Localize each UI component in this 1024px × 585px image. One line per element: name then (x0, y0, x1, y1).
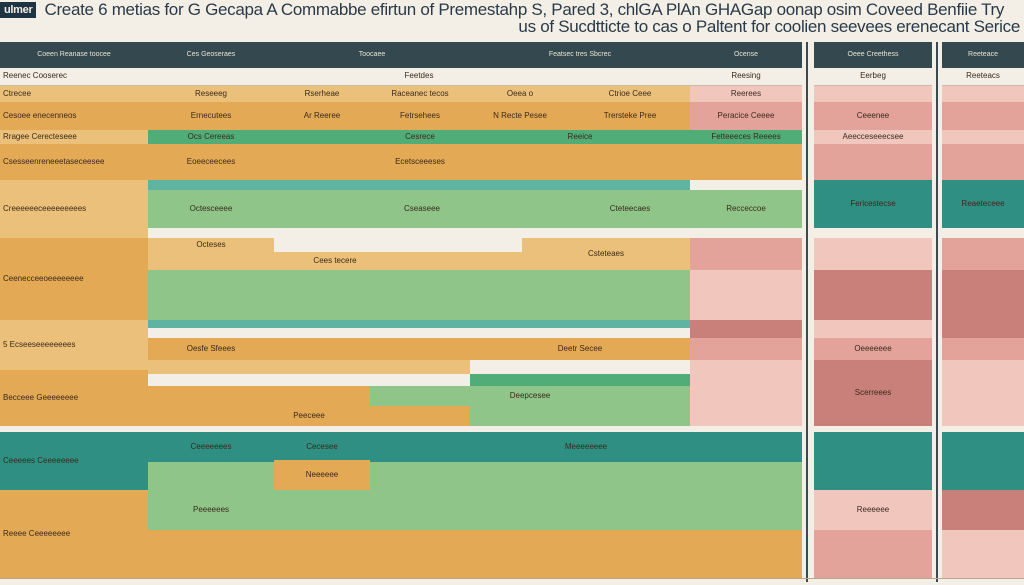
cell-r10v (942, 530, 1024, 578)
cell-r4z (570, 144, 690, 180)
cell-r2c: Fetrsehees (370, 102, 470, 130)
cell-r2e: Trersteke Pree (570, 102, 690, 130)
band-r7-top (148, 320, 690, 328)
col-header-2: Ces Geoseraes (148, 42, 274, 68)
row-label-5: Creeeeeeceeeeeeeees (0, 180, 148, 238)
cell-r7c (370, 338, 470, 360)
cell-r10b: Reeeeee (814, 490, 932, 530)
cell-r8x (148, 360, 470, 374)
cell-r1h (942, 86, 1024, 102)
cell-r10x (274, 490, 802, 530)
cell-r8z (148, 386, 370, 406)
cell-r6k (814, 270, 932, 320)
cell-r5e: Fericestecse (814, 180, 932, 228)
cell-r1a: Reseeeg (148, 86, 274, 102)
cell-r3a: Ocs Cereeas (148, 130, 274, 144)
col-header-7: Reeteace (942, 42, 1024, 68)
title-line-2: us of Sucdtticte to cas o Paltent for coolien seevees erenecant Serice (518, 17, 1020, 36)
cell-r6b: Cees tecere (148, 252, 522, 270)
cell-r1f: Reerees (690, 86, 802, 102)
subheader-right-3: Reeteacs (942, 68, 1024, 86)
cell-r4v (814, 144, 932, 180)
cell-r5b: Cseaseee (274, 190, 570, 228)
cell-r7x (690, 320, 802, 338)
cell-r2d: N Recte Pesee (470, 102, 570, 130)
row-label-6: Ceenecceeoeeeeeeee (0, 238, 148, 320)
band-r5-top (148, 180, 690, 190)
bottom-rule (0, 578, 1024, 579)
cell-r4w (690, 144, 802, 180)
cell-r7z (942, 320, 1024, 338)
cell-r6h (274, 270, 522, 320)
cell-r3c: Reeice (470, 130, 690, 144)
subheader-right-2: Eerbeg (814, 68, 932, 86)
cell-r10w (814, 530, 932, 578)
cell-r2g: Ceeenee (814, 102, 932, 130)
cell-r6d (690, 238, 802, 270)
cell-r7e (690, 338, 802, 360)
cell-r1e: Ctrioe Ceee (570, 86, 690, 102)
col-header-1: Coeen Reanase toocee (0, 42, 148, 68)
col-header-5: Ocense (690, 42, 802, 68)
cell-r6e (814, 238, 932, 270)
cell-r6j (690, 270, 802, 320)
cell-r2f: Peracice Ceeee (690, 102, 802, 130)
row-label-9: Ceeeees Ceeeeeeee (0, 432, 148, 490)
cell-r9y (370, 462, 802, 490)
cell-r6c: Csteteaes (522, 238, 690, 270)
cell-r9c: Meeeeeeee (370, 432, 802, 462)
cell-r9z (814, 432, 932, 490)
cell-r8b: Peeceee (148, 406, 470, 426)
cell-r3x (274, 130, 370, 144)
cell-r8a: Deepcesee (370, 386, 690, 406)
title-text-1: Create 6 metias for G Gecapa A Commabbe efirtun of Premestahp S, Pared 3, chlGA PlAn GHAGap oonap osim Coveed Benfiie Try (44, 0, 1005, 19)
cell-r1c: Raceanec tecos (370, 86, 470, 102)
cell-r6g (148, 270, 274, 320)
cell-r9a: Ceeeeeees (148, 432, 274, 462)
cell-r10a: Peeeeees (148, 490, 274, 530)
row-label-3: Rragee Cerecteseee (0, 130, 148, 144)
col-header-3: Toocaee (274, 42, 470, 68)
cell-r6l (942, 270, 1024, 320)
subheader-mid: Feetdes (148, 68, 690, 86)
cell-r2h (942, 102, 1024, 130)
logo: ulmer (0, 2, 36, 18)
cell-r7g (942, 338, 1024, 360)
cell-r3b: Cesrece (370, 130, 470, 144)
cell-r6a: Octeses (148, 238, 274, 252)
cell-r5d: Recceccoe (690, 190, 802, 228)
cell-r8w (470, 406, 690, 426)
row-label-8: Becceee Geeeeeeee (0, 370, 148, 426)
cell-r9w (942, 432, 1024, 490)
cell-r5f: Reaeteceee (942, 180, 1024, 228)
separator-2 (936, 42, 938, 582)
cell-r9d: Neeeeee (274, 460, 370, 490)
row-label-7: 5 Ecseeseeeeeeees (0, 320, 148, 370)
col-header-6: Oeee Creethess (814, 42, 932, 68)
cell-r7f: Oeeeeeee (814, 338, 932, 360)
cell-r8v (690, 360, 802, 426)
cell-r6f (942, 238, 1024, 270)
cell-r4x (274, 144, 370, 180)
cell-r3f (942, 130, 1024, 144)
cell-r7a: Oesfe Sfeees (148, 338, 274, 360)
cell-r3e: Aeecceseeecsee (814, 130, 932, 144)
cell-r5a: Octesceeee (148, 190, 274, 228)
cell-r10z (148, 530, 802, 578)
cell-r7d: Deetr Secee (470, 338, 690, 360)
cell-r2a: Ernecutees (148, 102, 274, 130)
cell-r1g (814, 86, 932, 102)
separator-1 (806, 42, 808, 582)
row-label-2: Cesoee enecenneos (0, 102, 148, 130)
cell-r1d: Oeea o (470, 86, 570, 102)
cell-r10y (942, 490, 1024, 530)
cell-r4y (470, 144, 570, 180)
cell-r6i (522, 270, 690, 320)
subheader-label: Reenec Cooserec (0, 68, 148, 86)
cell-r8c: Scerreees (814, 360, 932, 426)
row-label-4: Csesseenreneeetaseceesee (0, 144, 148, 180)
cell-r3d: Fetteeeces Reeees (690, 130, 802, 144)
cell-r9x (148, 462, 274, 490)
cell-r8y (470, 374, 690, 386)
cell-r4a: Eoeeceecees (148, 144, 274, 180)
cell-r2b: Ar Reeree (274, 102, 370, 130)
cell-r4u (942, 144, 1024, 180)
cell-r7b (274, 338, 370, 360)
row-label-10: Reeee Ceeeeeeee (0, 490, 148, 578)
row-label-1: Ctrecee (0, 86, 148, 102)
cell-r9b: Cecesee (274, 432, 370, 462)
cell-r5c: Cteteecaes (570, 190, 690, 228)
col-header-4: Featsec tres Sbcrec (470, 42, 690, 68)
cell-r4b: Ecetsceeeses (370, 144, 470, 180)
cell-r7y (814, 320, 932, 338)
cell-r1b: Rserheae (274, 86, 370, 102)
subheader-right-1: Reesing (690, 68, 802, 86)
cell-r8u (942, 360, 1024, 426)
